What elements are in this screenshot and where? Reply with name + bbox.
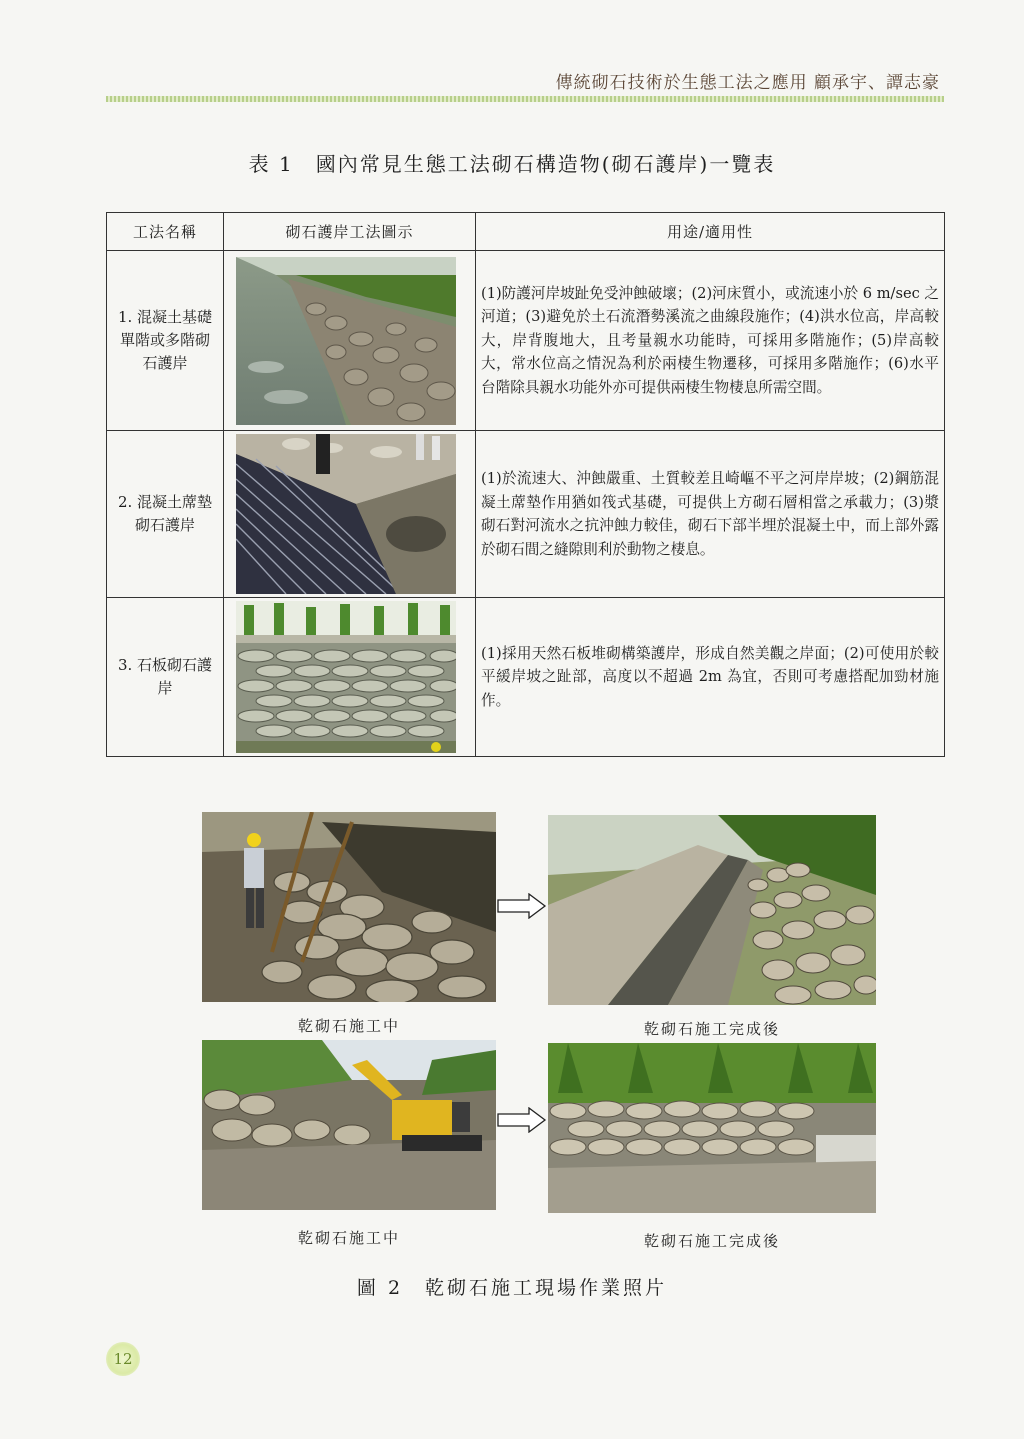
table-row	[107, 431, 945, 598]
column-header-usage: 用途/適用性	[476, 213, 945, 251]
figure-label: 乾砌石施工中	[297, 1017, 400, 1035]
revetment-table	[106, 212, 945, 757]
usage-cell: (1)防護河岸坡趾免受沖蝕破壞；(2)河床質小，或流速小於 6 m/sec 之河道；(3)避免於土石流潛勢溪流之曲線段施作；(4)洪水位高，岸高較大，岸背腹地大，且考量親水功能時，可採用多階施作；(5)岸高較大，常水位高之情況為利於兩棲生物遷移，可採用多階施作；(6)水平台階除具親水功能外亦可提供兩棲生物棲息所需空間。	[476, 251, 945, 431]
concrete-mat-revetment-photo	[236, 434, 463, 594]
column-header-method: 工法名稱	[107, 213, 224, 251]
dry-masonry-completed-photo-1	[548, 815, 876, 1005]
table-header-row	[107, 213, 945, 251]
slab-stone-revetment-photo	[236, 601, 463, 753]
figure-caption: 圖 2 乾砌石施工現場作業照片	[356, 1277, 668, 1299]
column-header-diagram: 砌石護岸工法圖示	[224, 213, 476, 251]
method-name-cell: 2. 混凝土蓆墊砌石護岸	[107, 431, 224, 598]
method-name-cell: 1. 混凝土基礎單階或多階砌石護岸	[107, 251, 224, 431]
stepped-masonry-revetment-photo	[236, 257, 463, 425]
table-caption: 表 1 國內常見生態工法砌石構造物(砌石護岸)一覽表	[248, 152, 776, 176]
running-header: 傳統砌石技術於生態工法之應用 顧承宇、譚志豪	[555, 73, 940, 93]
dry-masonry-construction-photo-2	[202, 1040, 496, 1210]
arrow-right-icon	[497, 893, 547, 919]
usage-cell: (1)於流速大、沖蝕嚴重、土質較差且崎嶇不平之河岸岸坡；(2)鋼筋混凝土蓆墊作用猶如筏式基礎，可提供上方砌石層相當之承載力；(3)漿砌石對河流水之抗沖蝕力較佳，砌石下部半埋於混凝土中，而上部外露於砌石間之縫隙則利於動物之棲息。	[476, 431, 945, 598]
figure-label: 乾砌石施工完成後	[643, 1232, 780, 1250]
dry-masonry-completed-photo-2	[548, 1043, 876, 1213]
figure-label: 乾砌石施工完成後	[643, 1020, 780, 1038]
table-row	[107, 598, 945, 757]
page-number: 12	[106, 1342, 140, 1376]
arrow-right-icon	[497, 1107, 547, 1133]
header-rule	[106, 96, 944, 102]
table-row	[107, 251, 945, 431]
figure-label: 乾砌石施工中	[297, 1229, 400, 1247]
dry-masonry-construction-photo-1	[202, 812, 496, 1002]
method-name-cell: 3. 石板砌石護岸	[107, 598, 224, 757]
usage-cell: (1)採用天然石板堆砌構築護岸，形成自然美觀之岸面；(2)可使用於較平緩岸坡之趾部，高度以不超過 2m 為宜，否則可考慮搭配加勁材施作。	[476, 598, 945, 757]
